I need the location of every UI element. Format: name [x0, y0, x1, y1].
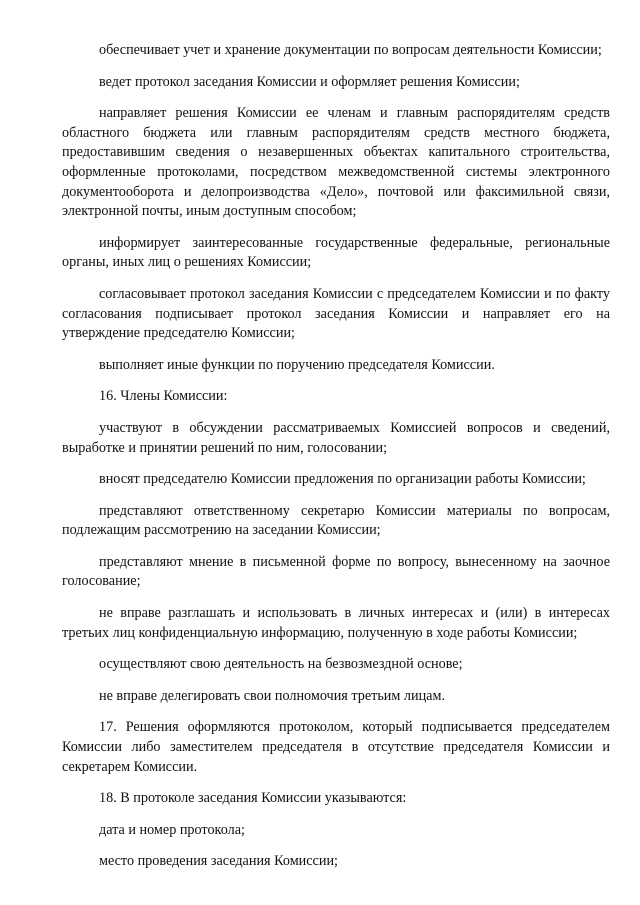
paragraph-written-opinion: представляют мнение в письменной форме по вопросу, вынесенному на заочное голосование;	[62, 553, 610, 590]
paragraph-confidentiality: не вправе разглашать и использовать в личных интересах и (или) в интересах третьих лиц конфиденциальную информацию, полученную в ходе работы Комиссии;	[62, 605, 610, 641]
paragraph-meeting-place: место проведения заседания Комиссии;	[99, 853, 338, 870]
paragraph-documentation: обеспечивает учет и хранение документации по вопросам деятельности Комиссии;	[99, 42, 602, 58]
paragraph-date-number: дата и номер протокола;	[99, 821, 245, 838]
document-page	[62, 41, 610, 884]
paragraph-protocol: ведет протокол заседания Комиссии и оформляет решения Комиссии;	[99, 73, 520, 90]
paragraph-submit-materials: представляют ответственному секретарю Комиссии материалы по вопросам, подлежащим рассмотрению на заседании Комиссии;	[62, 502, 610, 539]
paragraph-no-delegation: не вправе делегировать свои полномочия третьим лицам.	[99, 687, 445, 704]
paragraph-section-18: 18. В протоколе заседания Комиссии указываются:	[99, 790, 407, 807]
paragraph-other-functions: выполняет иные функции по поручению председателя Комиссии.	[99, 356, 495, 373]
paragraph-pro-bono: осуществляют свою деятельность на безвозмездной основе;	[99, 656, 463, 673]
paragraph-section-16: 16. Члены Комиссии:	[99, 388, 228, 405]
paragraph-propose: вносят председателю Комиссии предложения по организации работы Комиссии;	[99, 471, 586, 488]
paragraph-sends-decisions: направляет решения Комиссии ее членам и главным распорядителям средств областного бюджета или главным распорядителям средств местного бюджета, предоставившим сведения о незавершенных объектах капитального строительства, оформленные протоколами, посредством межведомственной системы электронного документооборота и делопроизводства «Дело», почтовой или факсимильной связи, электронной почты, иным доступным способом;	[62, 105, 610, 220]
paragraph-participate: участвуют в обсуждении рассматриваемых Комиссией вопросов и сведений, выработке и принятии решений по ним, голосовании;	[62, 419, 610, 456]
paragraph-approves-protocol: согласовывает протокол заседания Комиссии с председателем Комиссии и по факту согласования подписывает протокол заседания Комиссии и направляет его на утверждение председателю Комиссии;	[62, 285, 610, 342]
paragraph-informs: информирует заинтересованные государственные федеральные, региональные органы, иных лиц о решениях Комиссии;	[62, 234, 610, 271]
paragraph-section-17: 17. Решения оформляются протоколом, который подписывается председателем Комиссии либо заместителем председателя в отсутствие председателя Комиссии и секретарем Комиссии.	[62, 719, 610, 775]
